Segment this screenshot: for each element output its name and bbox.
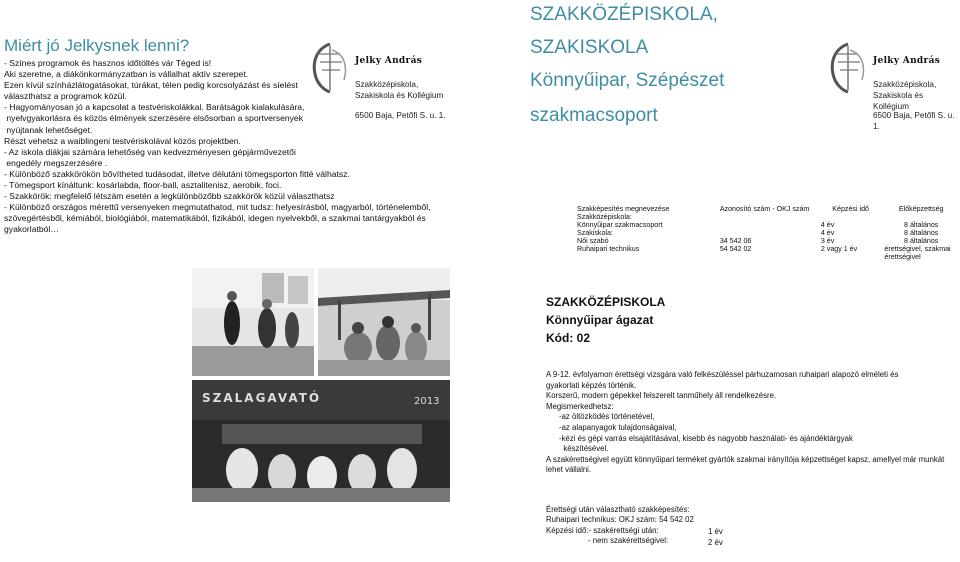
school-emblem-icon bbox=[310, 40, 352, 96]
table-cell: 8 általános bbox=[904, 229, 939, 237]
program-description bbox=[546, 370, 960, 476]
section-heading-3: Kód: 02 bbox=[546, 331, 591, 345]
left-text-line: - Tömegsport kínáltunk: kosárlabda, floor-ball, asztalitenisz, aerobik, foci. bbox=[4, 180, 282, 191]
table-cell: 4 év bbox=[820, 229, 835, 237]
school-emblem-icon bbox=[828, 40, 870, 96]
after-line: Ruhaipari technikus: OKJ szám: 54 542 02 bbox=[546, 515, 694, 525]
table-cell: 8 általános bbox=[904, 221, 939, 229]
duration-value-1: 1 év bbox=[708, 527, 723, 536]
table-cell: 2 vagy 1 év bbox=[820, 245, 858, 253]
duration-label-2: - nem szakérettségivel: bbox=[588, 535, 669, 545]
table-cell bbox=[819, 213, 883, 221]
left-text-line: - Hagyományosan jó a kapcsolat a testvériskolákkal. Barátságok kialakulására, bbox=[4, 102, 305, 113]
photo-banner-year: 2013 bbox=[414, 396, 440, 407]
description-line: gyakorlati képzés történik. bbox=[546, 380, 637, 390]
table-cell: Női szabó bbox=[577, 237, 609, 245]
description-line: lehet vállalni. bbox=[546, 465, 592, 475]
left-text-line: nyújtanak lehetőséget. bbox=[4, 124, 93, 135]
left-text-line: engedély megszerzésére . bbox=[4, 157, 108, 168]
right-title-line-3: Könnyűipar, Szépészet bbox=[530, 70, 725, 91]
school-logo-right bbox=[828, 40, 870, 101]
table-row bbox=[575, 245, 960, 261]
table-header-row bbox=[575, 205, 960, 213]
logo-address-right: 6500 Baja, Petőfi S. u. 1. bbox=[873, 111, 955, 131]
table-header: Azonosító szám - OKJ szám bbox=[719, 205, 810, 213]
left-title: Miért jó Jelkysnek lenni? bbox=[4, 36, 190, 55]
after-graduation-info bbox=[546, 505, 694, 546]
table-cell: Szakiskola: bbox=[577, 229, 613, 237]
table-row bbox=[575, 221, 960, 229]
right-title-line-1: SZAKKÖZÉPISKOLA, bbox=[530, 4, 718, 25]
left-text-line: - Szakkörök: megfelelő létszám esetén a legkülönbözőbb szakkörök közül választhatsz bbox=[4, 191, 335, 202]
table-header: Képzési idő bbox=[832, 205, 869, 213]
left-text-line: szövegértésből, kémiából, biológiából, matematikából, fizikából, idegen nyelvekből, a szakmai tantárgyakból és bbox=[4, 213, 426, 224]
table-cell bbox=[718, 213, 819, 221]
after-title: Érettségi után választható szakképesítés: bbox=[546, 505, 690, 514]
section-heading-1: SZAKKÖZÉPISKOLA bbox=[546, 295, 666, 309]
logo-brand: Jelky András bbox=[355, 56, 423, 66]
table-cell: 34 542 06 bbox=[719, 237, 752, 245]
school-logo bbox=[310, 40, 352, 101]
logo-brand-right: Jelky András bbox=[873, 56, 941, 66]
description-line: Megismerkedhetsz: bbox=[546, 401, 614, 411]
section-heading-2: Könnyűipar ágazat bbox=[546, 313, 654, 327]
table-cell bbox=[718, 221, 819, 229]
left-text-line: Aki szeretne, a diákönkormányzatban is vállalhat aktív szerepet. bbox=[4, 69, 249, 80]
table-cell bbox=[718, 229, 819, 237]
logo-line-1: Szakközépiskola, bbox=[355, 80, 419, 89]
table-cell: 3 év bbox=[820, 237, 835, 245]
table-cell: Szakközépiskola: bbox=[577, 213, 632, 221]
table-row bbox=[575, 237, 960, 245]
description-line: -az öltözködés történetével, bbox=[546, 412, 655, 422]
left-text-line: - Színes programok és hasznos időtöltés vár Téged is! bbox=[4, 58, 212, 68]
table-cell: Könnyűipar szakmacsoport bbox=[577, 221, 663, 229]
left-text-line: gyakorlatból… bbox=[4, 224, 59, 235]
left-text-line: - Az iskola diákjai számára lehetőség van kedvezményesen gépjárművezetői bbox=[4, 146, 296, 157]
photo-graduation-ceremony bbox=[192, 380, 450, 502]
description-line: -az alapanyagok tulajdonságaival, bbox=[546, 422, 677, 432]
table-cell: érettségivel, szakmai érettségivel bbox=[884, 245, 951, 261]
description-line: -kézi és gépi varrás elsajátításával, kisebb és nagyobb használati- és ajándéktárgyak bbox=[546, 433, 853, 443]
left-text-line: választhatsz a programok közül. bbox=[4, 91, 127, 102]
left-text-line: - Különböző szakkörökön bővítheted tudásodat, illetve délutáni tömegsporton fitté válhatsz. bbox=[4, 168, 350, 179]
table-cell: 54 542 02 bbox=[719, 245, 752, 253]
photo-outdoor-event bbox=[318, 268, 450, 376]
qualification-table bbox=[575, 205, 960, 261]
table-cell: Ruhaipari technikus bbox=[577, 245, 640, 253]
left-text-line: - Különböző országos mérettű versenyeken megmutathatod, mit tudsz: helyesírásból, magyarból, történelemből, bbox=[4, 202, 431, 213]
photo-fashion-show-indoor bbox=[192, 268, 314, 376]
logo-address: 6500 Baja, Petőfi S. u. 1. bbox=[355, 111, 446, 120]
description-line: készítésével. bbox=[546, 444, 609, 454]
logo-line-2: Szakiskola és Kollégium bbox=[355, 91, 444, 100]
left-text-line: Ezen kívül színházlátogatásokat, túrákat, télen pedig korcsolyázást és síelést bbox=[4, 80, 298, 91]
description-line: A 9-12. évfolyamon érettségi vizsgára való felkészüléssel párhuzamosan ruhaipari alapozó elméleti és bbox=[546, 370, 899, 379]
duration-label: Képzési idő:- szakérettségi után: bbox=[546, 525, 659, 535]
table-cell bbox=[882, 213, 960, 221]
logo-line-2-right: Szakiskola és Kollégium bbox=[873, 91, 924, 111]
description-line: Korszerű, modern gépekkel felszerelt tanműhely áll rendelkezésre. bbox=[546, 391, 777, 401]
table-row bbox=[575, 229, 960, 237]
left-text-line: Részt vehetsz a waiblingeni testvériskolával közös projektben. bbox=[4, 135, 241, 146]
table-cell: 4 év bbox=[820, 221, 835, 229]
table-cell: 8 általános bbox=[904, 237, 939, 245]
photo-banner-text: SZALAGAVATÓ bbox=[202, 391, 322, 405]
right-title-line-2: SZAKISKOLA bbox=[530, 37, 649, 58]
description-line: A szakérettségivel együtt könnyűipari terméket gyártók szakmai irányítója képzettséget kapsz, amellyel már munkát bbox=[546, 454, 945, 464]
right-title-line-4: szakmacsoport bbox=[530, 105, 658, 126]
logo-line-1-right: Szakközépiskola, bbox=[873, 80, 937, 89]
table-header: Szakképesítés megnevezése bbox=[577, 205, 670, 213]
table-header: Előképzettség bbox=[898, 205, 944, 213]
left-text-line: nyelvgyakorlásra és közös élmények szerzésére elsősorban a sportversenyek bbox=[4, 113, 304, 124]
table-row bbox=[575, 213, 960, 221]
duration-value-2: 2 év bbox=[708, 538, 723, 547]
